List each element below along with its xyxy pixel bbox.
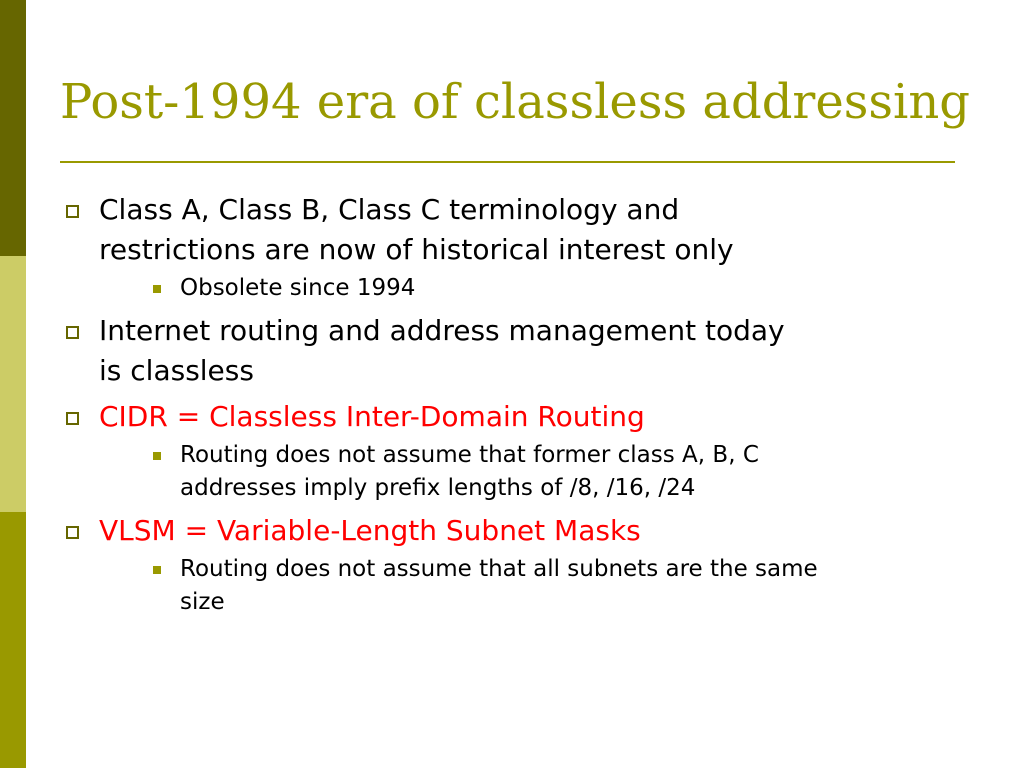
filled-square-bullet-icon (153, 285, 161, 293)
filled-square-bullet-icon (153, 566, 161, 574)
hollow-square-bullet-icon (66, 526, 79, 539)
bullet-item (64, 190, 964, 305)
bullet-text-highlight: VLSM = Variable-Length Subnet Masks (99, 514, 641, 547)
sidebar-segment-middle (0, 256, 26, 512)
sub-bullet-list (99, 439, 964, 505)
bullet-item-cidr (64, 397, 964, 505)
bullet-item-vlsm (64, 511, 964, 619)
sidebar-segment-bottom (0, 512, 26, 768)
bullet-text-highlight: CIDR = Classless Inter-Domain Routing (99, 400, 645, 433)
sidebar-decoration (0, 0, 26, 768)
hollow-square-bullet-icon (66, 412, 79, 425)
sub-bullet-list (99, 272, 964, 305)
bullet-text: Internet routing and address management today is classless (99, 314, 785, 387)
sub-bullet-item (99, 439, 964, 505)
bullet-text: Class A, Class B, Class C terminology and restrictions are now of historical interest only (99, 193, 734, 266)
bullet-list (64, 190, 964, 619)
sub-bullet-item (99, 272, 964, 305)
sidebar-segment-top (0, 0, 26, 256)
hollow-square-bullet-icon (66, 326, 79, 339)
sub-bullet-text: Routing does not assume that all subnets are the same size (180, 556, 818, 615)
sub-bullet-list (99, 553, 964, 619)
filled-square-bullet-icon (153, 452, 161, 460)
sub-bullet-text: Routing does not assume that former class A, B, C addresses imply prefix lengths of /8, /16, /24 (180, 442, 759, 501)
slide-title: Post-1994 era of classless addressing (60, 74, 971, 130)
sub-bullet-item (99, 553, 964, 619)
title-underline (60, 161, 955, 163)
slide-body (64, 190, 964, 625)
hollow-square-bullet-icon (66, 205, 79, 218)
sub-bullet-text: Obsolete since 1994 (180, 275, 416, 301)
bullet-item (64, 311, 964, 391)
